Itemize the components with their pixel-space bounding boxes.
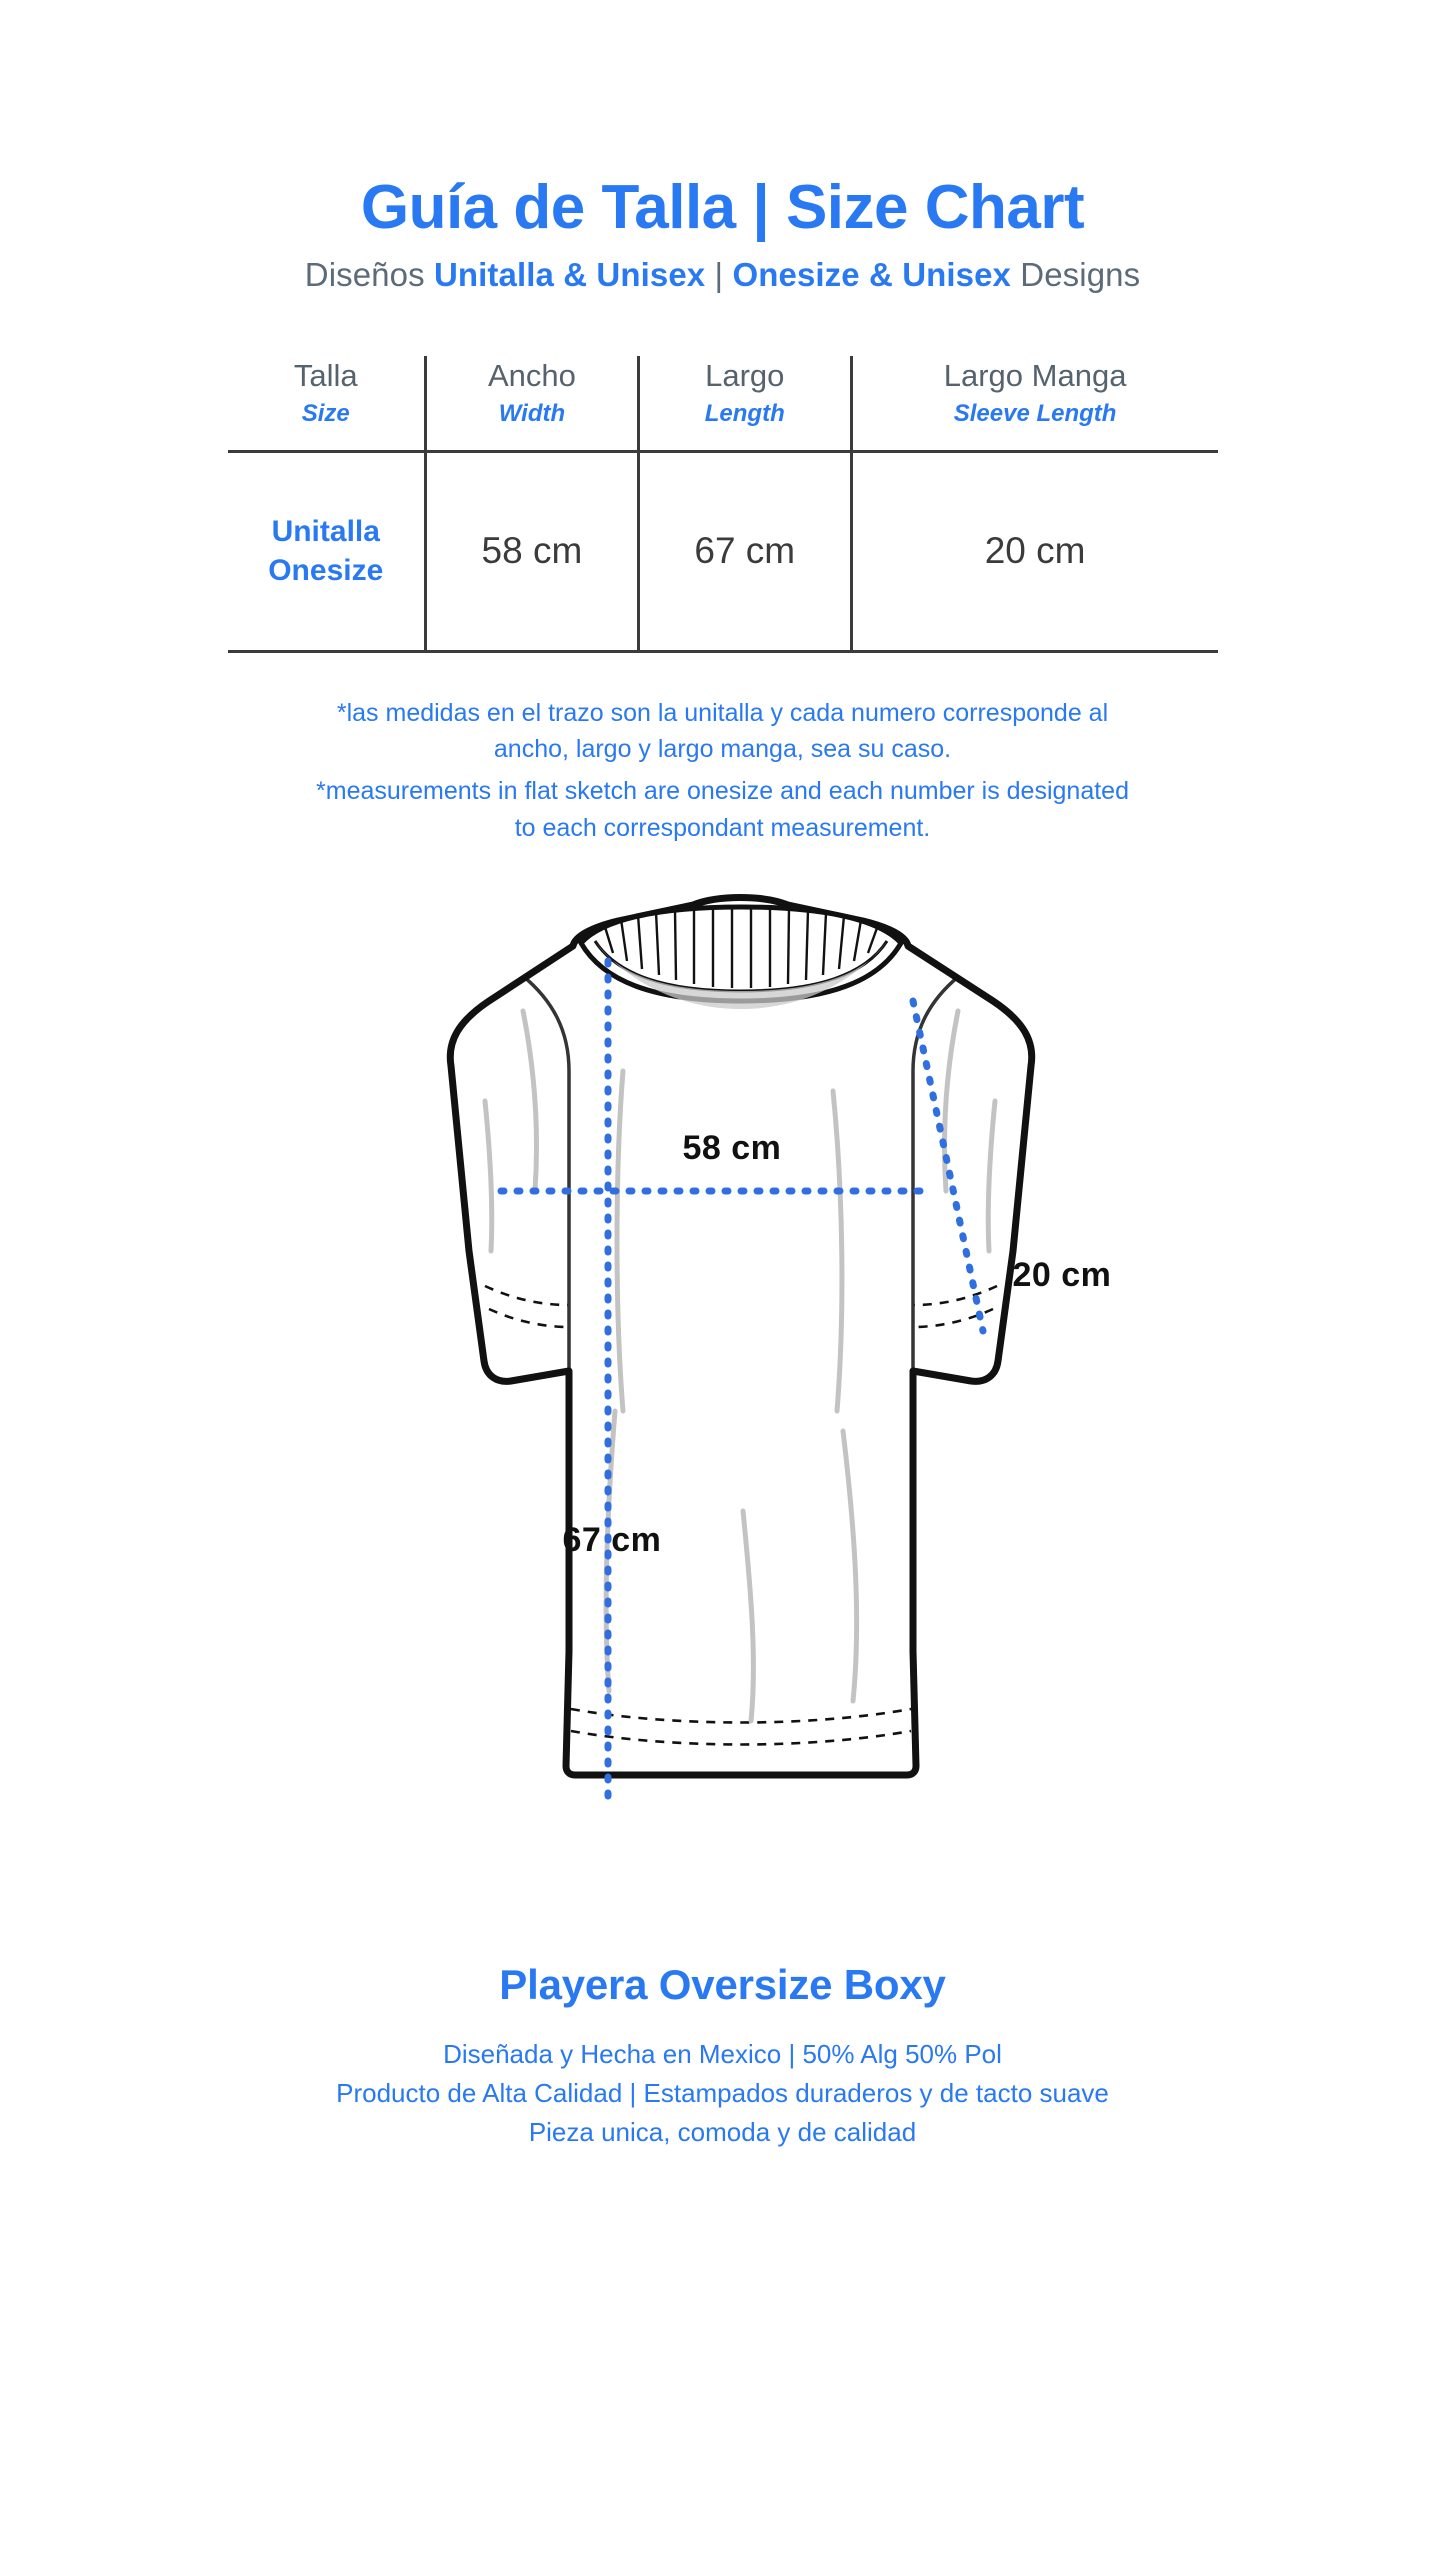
cell-sleeve: 20 cm (851, 451, 1217, 651)
column-header-size-en: Size (301, 399, 350, 427)
column-header-length (638, 356, 851, 451)
page-title: Guía de Talla | Size Chart (360, 173, 1085, 242)
tshirt-flat-sketch-icon (223, 891, 1223, 1951)
cell-width: 58 cm (426, 451, 639, 651)
header (0, 175, 1445, 294)
column-header-length-es: Largo (705, 358, 785, 394)
column-header-size-es: Talla (293, 358, 358, 394)
table-header-row (228, 356, 1218, 451)
note-spanish-line-2: ancho, largo y largo manga, sea su caso. (493, 735, 952, 764)
note-spanish-line-1: *las medidas en el trazo son la unitalla y cada numero corresponde al (336, 698, 1109, 727)
product-description (0, 2035, 1445, 2152)
sleeve-dimension-label: 20 cm (1012, 1255, 1112, 1294)
note-spanish (183, 695, 1263, 768)
measurement-notes (183, 695, 1263, 846)
column-header-sleeve-en: Sleeve Length (953, 399, 1117, 427)
size-table (228, 356, 1218, 653)
note-english-line-1: *measurements in flat sketch are onesize and each number is designated (316, 777, 1129, 806)
column-header-sleeve-es: Largo Manga (943, 358, 1127, 394)
column-header-width-es: Ancho (487, 358, 576, 394)
column-header-length-en: Length (704, 399, 785, 427)
subtitle-bold-es: Unitalla & Unisex (433, 256, 706, 294)
size-table-wrapper (228, 356, 1218, 653)
product-name: Playera Oversize Boxy (499, 1960, 946, 2008)
cell-length: 67 cm (638, 451, 851, 651)
length-dimension-label: 67 cm (562, 1520, 662, 1559)
cell-size-es: Unitalla (271, 515, 380, 549)
column-header-width (426, 356, 639, 451)
subtitle-prefix: Diseños (304, 256, 434, 294)
tshirt-illustration (223, 891, 1223, 1951)
subtitle-bold-en: Onesize & Unisex (732, 256, 1012, 294)
cell-size-en: Onesize (268, 554, 384, 588)
column-header-width-en: Width (498, 399, 566, 427)
column-header-size (228, 356, 426, 451)
note-english (183, 773, 1263, 846)
page-subtitle (0, 256, 1445, 294)
note-english-line-2: to each correspondant measurement. (514, 813, 931, 842)
subtitle-separator: | (705, 256, 733, 294)
product-desc-line-1: Diseñada y Hecha en Mexico | 50% Alg 50% Pol (443, 2038, 1002, 2069)
cell-size (228, 451, 426, 651)
subtitle-suffix: Designs (1011, 256, 1141, 294)
footer (0, 1961, 1445, 2152)
width-dimension-label: 58 cm (682, 1128, 782, 1167)
table-row (228, 451, 1218, 651)
column-header-sleeve (851, 356, 1217, 451)
product-desc-line-2: Producto de Alta Calidad | Estampados duraderos y de tacto suave (336, 2077, 1109, 2108)
product-desc-line-3: Pieza unica, comoda y de calidad (528, 2116, 917, 2147)
